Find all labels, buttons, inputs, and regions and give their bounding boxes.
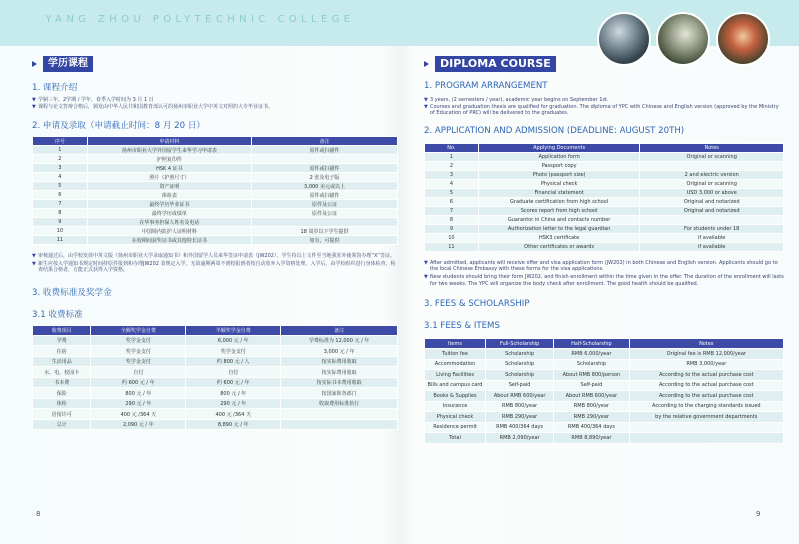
table-cell: 5 [425,188,479,197]
column-header: Items [425,339,486,349]
table-cell: According to the actual purchase cost [629,380,783,391]
bullet-icon: ▼ [424,273,428,280]
table-row [425,179,784,188]
table-cell [281,419,398,430]
table-cell: 800 元 / 年 [186,388,281,399]
heading-program: 1. 课程介绍 [32,83,78,93]
table-row [425,206,784,215]
table-cell: Original fee is RMB 12,000/year [629,349,783,360]
table-cell: 1 [33,146,88,155]
table-cell: 4 [33,173,88,182]
column-header: 半额奖学金自费 [186,325,281,335]
table-cell: RMB 6,000/year [554,349,629,360]
bullet-icon: ▼ [424,97,428,103]
table-row [425,370,784,381]
heading-fee-items: 3.1 FEES & ITEMS [424,321,500,332]
table-cell: 2 and electric version [640,170,784,179]
table-cell [629,433,783,444]
table-row [33,173,398,182]
note-item: ▼ 新生应按入学通知书规定时间持原件报到和办理JW202 表规定入学。无故逾期两周不到校报到者按自动放弃入学资格处理。入学后，由学校组织进行身体检查，检查结果合格者，方能正式获得入学资格。 [32,260,396,274]
table-cell: 中国境内监护人证明材料 [87,227,251,236]
table-cell: About RMB 600/year [486,391,554,402]
table-row [425,422,784,433]
table-cell: 9 [425,224,479,233]
table-cell: HSK 4 证书 [87,164,251,173]
column-header: Notes [629,339,783,349]
table-cell: RMB 290/year [486,412,554,423]
table-cell: 8 [33,209,88,218]
table-cell: 10 [425,233,479,242]
heading-application: 2. 申请及录取（申请截止时间：8 月 20 日） [32,121,206,132]
table-cell: 学费 [33,335,91,346]
column-header: 序号 [33,137,88,146]
table-cell: According to the charging standards issued [629,401,783,412]
table-cell: 按实际书本费用收取 [281,377,398,388]
table-cell: 6 [33,191,88,200]
table-cell: 11 [33,236,88,245]
heading-fees: 3. FEES & SCHOLARSHIP [424,299,530,310]
table-row [33,218,398,227]
bullet-icon: ▼ [32,260,36,267]
column-header: 全额奖学金自费 [91,325,186,335]
table-row [33,356,398,367]
intro-item: ▼ Courses and graduation thesis are qualified for graduation. The diploma of YPC with Chinese and English version (approved by the Ministry of Education of PRC) will be delivered to the graduates. [424,103,779,117]
documents-table [424,143,784,252]
table-cell: 书本费 [33,377,91,388]
table-cell: 最终学历毕业证书 [87,200,251,209]
table-cell: Authorization letter to the legal guardian [478,224,640,233]
heading-application: 2. APPLICATION AND ADMISSION (DEADLINE: AUGUST 20TH) [424,125,685,136]
table-cell: Original and notarized [640,206,784,215]
column-header: Half-Scholarship [554,339,629,349]
table-row [425,161,784,170]
table-cell [252,218,398,227]
table-cell: Accommodation [425,359,486,370]
table-row [33,398,398,409]
table-cell: 在华事务担保人姓名及电话 [87,218,251,227]
table-cell: 收取费用标准执行 [281,398,398,409]
table-cell: 资产证明 [87,182,251,191]
bullet-icon: ▼ [424,259,428,266]
table-cell: 原件及公证 [252,200,398,209]
table-row [33,409,398,420]
table-cell: 保险 [33,388,91,399]
heading-fee-items: 3.1 收费标准 [32,309,83,320]
table-cell [252,155,398,164]
intro-item: ▼ 学制三年，2学期 / 学年，春季入学时间为 3 月 1 日 [32,97,154,103]
table-cell: 8 [425,215,479,224]
table-row [425,412,784,423]
table-cell: 总计 [33,419,91,430]
table-cell: Original or scanning [640,152,784,161]
table-row [425,233,784,242]
table-cell: According to the actual purchase cost [629,391,783,402]
table-cell: 400 元 /364 天 [91,409,186,420]
table-row [33,388,398,399]
intro-item: ▼ 课程与论文答辩合格后，颁发由中华人民共和国教育部认可的扬州市职业大学中英文对照的大专毕业证书。 [32,103,274,110]
table-row [425,433,784,444]
table-cell: 奖学金支付 [186,346,281,357]
triangle-icon [424,61,429,67]
bullet-icon: ▼ [32,97,36,103]
table-cell: Application form [478,152,640,161]
table-row [33,164,398,173]
table-cell: 2 [33,155,88,164]
table-cell: Self-paid [486,380,554,391]
table-cell: Financial statement [478,188,640,197]
table-cell: 6 [425,197,479,206]
table-cell: 原件或扫描件 [252,146,398,155]
column-header: Notes [640,143,784,152]
table-cell: RMB 400/364 days [486,422,554,433]
table-cell: 在校期间获奖证书或其他特长证书 [87,236,251,245]
column-header: Applying Documents [478,143,640,152]
table-cell: 居留许可 [33,409,91,420]
table-cell: Other certificates or awards [478,242,640,251]
table-cell: 自付 [186,367,281,378]
table-cell: 3 [33,164,88,173]
table-cell: About RMB 600/year [554,391,629,402]
table-row [33,419,398,430]
page-number: 8 [36,510,41,518]
table-cell: 7 [425,206,479,215]
table-cell: 2 张及电子版 [252,173,398,182]
table-cell: Physical check [425,412,486,423]
table-cell: 按实际费用收取 [281,356,398,367]
table-cell: 奖学金支付 [91,356,186,367]
table-row [425,188,784,197]
table-cell: 2 [425,161,479,170]
table-row [33,335,398,346]
note-item: ▼ After admitted, applicants will receive offer and visa application form (JW202) in both Chinese and English version. Applicants should go to the local Chinese Embassy with these forms for the visa applications. [424,259,778,273]
table-cell: 水、电、校园卡 [33,367,91,378]
table-cell: 原件或扫描件 [252,191,398,200]
table-cell: if available [640,242,784,251]
table-cell: 3,000 美元或以上 [252,182,398,191]
table-cell: 800 元 / 年 [91,388,186,399]
table-cell: Scholarship [554,359,629,370]
table-cell: 2,090 元 / 年 [91,419,186,430]
table-cell: Scholarship [486,370,554,381]
table-cell: Graduate certification from high school [478,197,640,206]
table-cell: 按国家和各部门 [281,388,398,399]
table-cell: Tuition fee [425,349,486,360]
table-cell: 4 [425,179,479,188]
fees-table [32,325,398,431]
table-cell: 7 [33,200,88,209]
table-cell: 扬州市职业大学外国留学生来华学习申请表 [87,146,251,155]
table-cell: RMB 2,090/year [486,433,554,444]
table-cell: USD 3,000 or above [640,188,784,197]
table-cell: 照片（护照尺寸） [87,173,251,182]
column-header: Full-Scholarship [486,339,554,349]
table-cell: 生活用品 [33,356,91,367]
table-row [33,191,398,200]
table-cell: 奖学金支付 [91,335,186,346]
table-cell: by the relative government departments [629,412,783,423]
table-cell: According to the actual purchase cost [629,370,783,381]
table-cell: 按实际费用收取 [281,367,398,378]
table-cell: For students under 18 [640,224,784,233]
table-cell: 原件或扫描件 [252,164,398,173]
table-row [425,242,784,251]
table-cell [640,215,784,224]
table-cell: 18 周岁以下学生提供 [252,227,398,236]
table-cell: 9 [33,218,88,227]
note-item: ▼ New students should bring their form JW202, and finish enrollment within the time given in the offer. The duration of the enrollment will lasts for two weeks. The YPC will organize the body check after enrollment. The good health should be qualified. [424,273,784,287]
bullet-icon: ▼ [424,103,428,110]
table-row [33,367,398,378]
table-cell: Scholarship [486,359,554,370]
table-cell: Living Facilities [425,370,486,381]
heading-fees: 3. 收费标准及奖学金 [32,287,112,298]
table-cell: 5 [33,182,88,191]
table-cell: if available [640,233,784,242]
table-cell: 11 [425,242,479,251]
table-cell: Scores report from high school [478,206,640,215]
column-header: 收费项目 [33,325,91,335]
documents-table [32,136,398,245]
table-cell: 6,000 元 / 年 [186,335,281,346]
table-cell: 如有，可提供 [252,236,398,245]
table-cell: 400 元 /364 天 [186,409,281,420]
table-row [33,200,398,209]
table-cell: 约 600 元 / 年 [186,377,281,388]
table-cell: RMB 3,000/year [629,359,783,370]
table-row [33,236,398,245]
table-row [425,401,784,412]
table-cell: Residence permit [425,422,486,433]
table-cell: RMB 800/year [554,401,629,412]
table-cell: Photo (passport size) [478,170,640,179]
note-item: ▼ 审核通过后，由学校发放中英文版《扬州市职业大学录取通知书》和外国留学人员来华签证申请表（JW202），学生持以上文件至当地我驻外使领馆办理“X”签证。 [32,253,395,260]
heading-program: 1. PROGRAM ARRANGEMENT [424,81,548,91]
column-header: 备注 [281,325,398,335]
table-cell: 3,000 元 / 年 [281,346,398,357]
right-page [424,54,784,444]
table-cell: 体检表 [87,191,251,200]
table-row [33,227,398,236]
table-cell: 10 [33,227,88,236]
table-cell: HSK3 certificate [478,233,640,242]
column-header: 备注 [252,137,398,146]
table-row [33,182,398,191]
table-cell: 护照复印件 [87,155,251,164]
fees-table [424,338,784,444]
table-cell: 最终学历成绩单 [87,209,251,218]
table-cell: Insurance [425,401,486,412]
table-cell: Physical check [478,179,640,188]
table-row [425,359,784,370]
table-row [425,170,784,179]
table-cell: Original and notarized [640,197,784,206]
table-cell: 学费标准为 12,000 元 / 年 [281,335,398,346]
table-row [33,346,398,357]
table-cell: RMB 8,890/year [554,433,629,444]
table-cell: 约 600 元 / 年 [91,377,186,388]
table-cell: 自付 [91,367,186,378]
table-cell: About RMB 800/person [554,370,629,381]
table-cell: 290 元 / 年 [91,398,186,409]
table-row [33,155,398,164]
table-cell: RMB 290/year [554,412,629,423]
college-name: YANG ZHOU POLYTECHNIC COLLEGE [45,14,355,25]
table-cell: 290 元 / 年 [186,398,281,409]
table-row [425,224,784,233]
triangle-icon [32,61,37,67]
table-row [425,197,784,206]
table-cell: Scholarship [486,349,554,360]
column-header: 申请材料 [87,137,251,146]
section-header [32,56,398,72]
table-cell: 体检 [33,398,91,409]
table-cell: 住宿 [33,346,91,357]
table-cell: Self-paid [554,380,629,391]
table-cell: Passport copy [478,161,640,170]
table-cell: RMB 400/364 days [554,422,629,433]
column-header: No. [425,143,479,152]
table-cell: 原件及公证 [252,209,398,218]
table-cell: RMB 800/year [486,401,554,412]
table-row [425,349,784,360]
table-row [33,146,398,155]
table-cell: 约 800 元 / 人 [186,356,281,367]
table-cell [281,409,398,420]
section-title: DIPLOMA COURSE [435,56,556,72]
section-header [424,56,784,72]
table-cell: 8,890 元 / 年 [186,419,281,430]
table-cell: 奖学金支付 [91,346,186,357]
table-row [425,152,784,161]
bullet-icon: ▼ [32,103,36,110]
table-cell: 3 [425,170,479,179]
table-cell: 1 [425,152,479,161]
table-cell [629,422,783,433]
table-row [33,377,398,388]
table-cell: Books & Supplies [425,391,486,402]
table-row [425,391,784,402]
table-row [33,209,398,218]
left-page [32,54,398,430]
intro-item: ▼ 3 years, (2 semesters / year), academic year begins on September 1st. [424,97,609,103]
page-number: 9 [756,510,761,518]
table-cell [640,161,784,170]
table-cell: Total [425,433,486,444]
table-cell: Bills and campus card [425,380,486,391]
table-row [425,380,784,391]
table-cell: Original or scanning [640,179,784,188]
section-title: 学历课程 [43,56,93,72]
table-row [425,215,784,224]
bullet-icon: ▼ [32,253,36,260]
table-cell: Guarantor in China and contacts number [478,215,640,224]
